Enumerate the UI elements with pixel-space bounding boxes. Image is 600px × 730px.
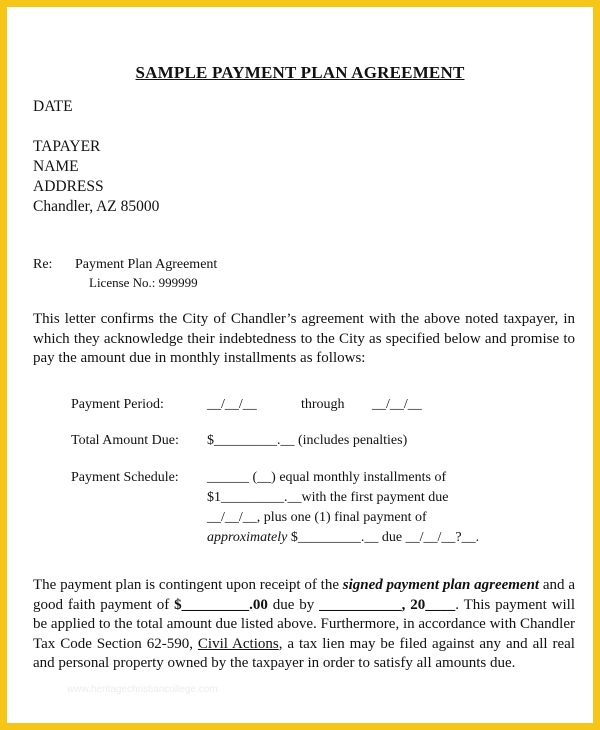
closing-text-1: The payment plan is contingent upon receipt of the: [33, 577, 343, 593]
address-line: ADDRESS: [33, 178, 104, 195]
taxpayer-line: TAPAYER: [33, 138, 101, 155]
document-page: [7, 7, 593, 723]
schedule-line-1: ______ (__) equal monthly installments of: [207, 470, 447, 485]
payment-period-through: through: [301, 397, 345, 412]
closing-text-4: . This payment will be applied to the total amount due listed above. Furthermore, in accordance with Chandler Tax Code Section 62-590,: [33, 596, 575, 652]
schedule-line-4-rest: $_________.__ due __/__/__?__.: [287, 530, 480, 545]
city-line: Chandler, AZ 85000: [33, 198, 160, 215]
schedule-line-4: [207, 530, 479, 546]
due-date-blank: ___________, 20____: [319, 596, 456, 613]
payment-schedule-label: Payment Schedule:: [71, 470, 179, 485]
closing-text-5: , a tax lien may be filed against any and all real and personal property owned by the taxpayer in order to satisfy all amounts due.: [33, 635, 575, 671]
license-number: License No.: 999999: [89, 275, 198, 290]
signed-agreement-emphasis: signed payment plan agreement: [342, 577, 540, 593]
schedule-line-2: $1_________.__with the first payment due: [207, 490, 449, 505]
name-line: NAME: [33, 158, 79, 175]
good-faith-amount: $_________.00: [174, 596, 268, 613]
date-line: DATE: [33, 98, 73, 115]
closing-text-3: due by: [267, 596, 320, 613]
watermark-text: www.heritagechristiancollege.com: [67, 684, 218, 695]
payment-period-label: Payment Period:: [71, 397, 164, 412]
payment-period-from: __/__/__: [207, 397, 257, 412]
total-amount-label: Total Amount Due:: [71, 433, 179, 448]
civil-actions-reference: Civil Actions: [197, 635, 279, 652]
document-title: SAMPLE PAYMENT PLAN AGREEMENT: [135, 63, 465, 82]
schedule-line-3: __/__/__, plus one (1) final payment of: [207, 510, 427, 525]
closing-paragraph: [33, 576, 575, 674]
payment-period-to: __/__/__: [372, 397, 422, 412]
closing-text-2: and a good faith payment of: [33, 577, 575, 613]
intro-paragraph: This letter confirms the City of Chandler’s agreement with the above noted taxpayer, in which they acknowledge their indebtedness to the City as specified below and promise to pay the amount due in monthly installments as follows:: [33, 311, 575, 366]
re-subject: Payment Plan Agreement: [75, 257, 218, 272]
re-label: Re:: [33, 257, 53, 272]
total-amount-value: $_________.__ (includes penalties): [207, 433, 408, 448]
approximately-text: approximately: [207, 530, 288, 545]
